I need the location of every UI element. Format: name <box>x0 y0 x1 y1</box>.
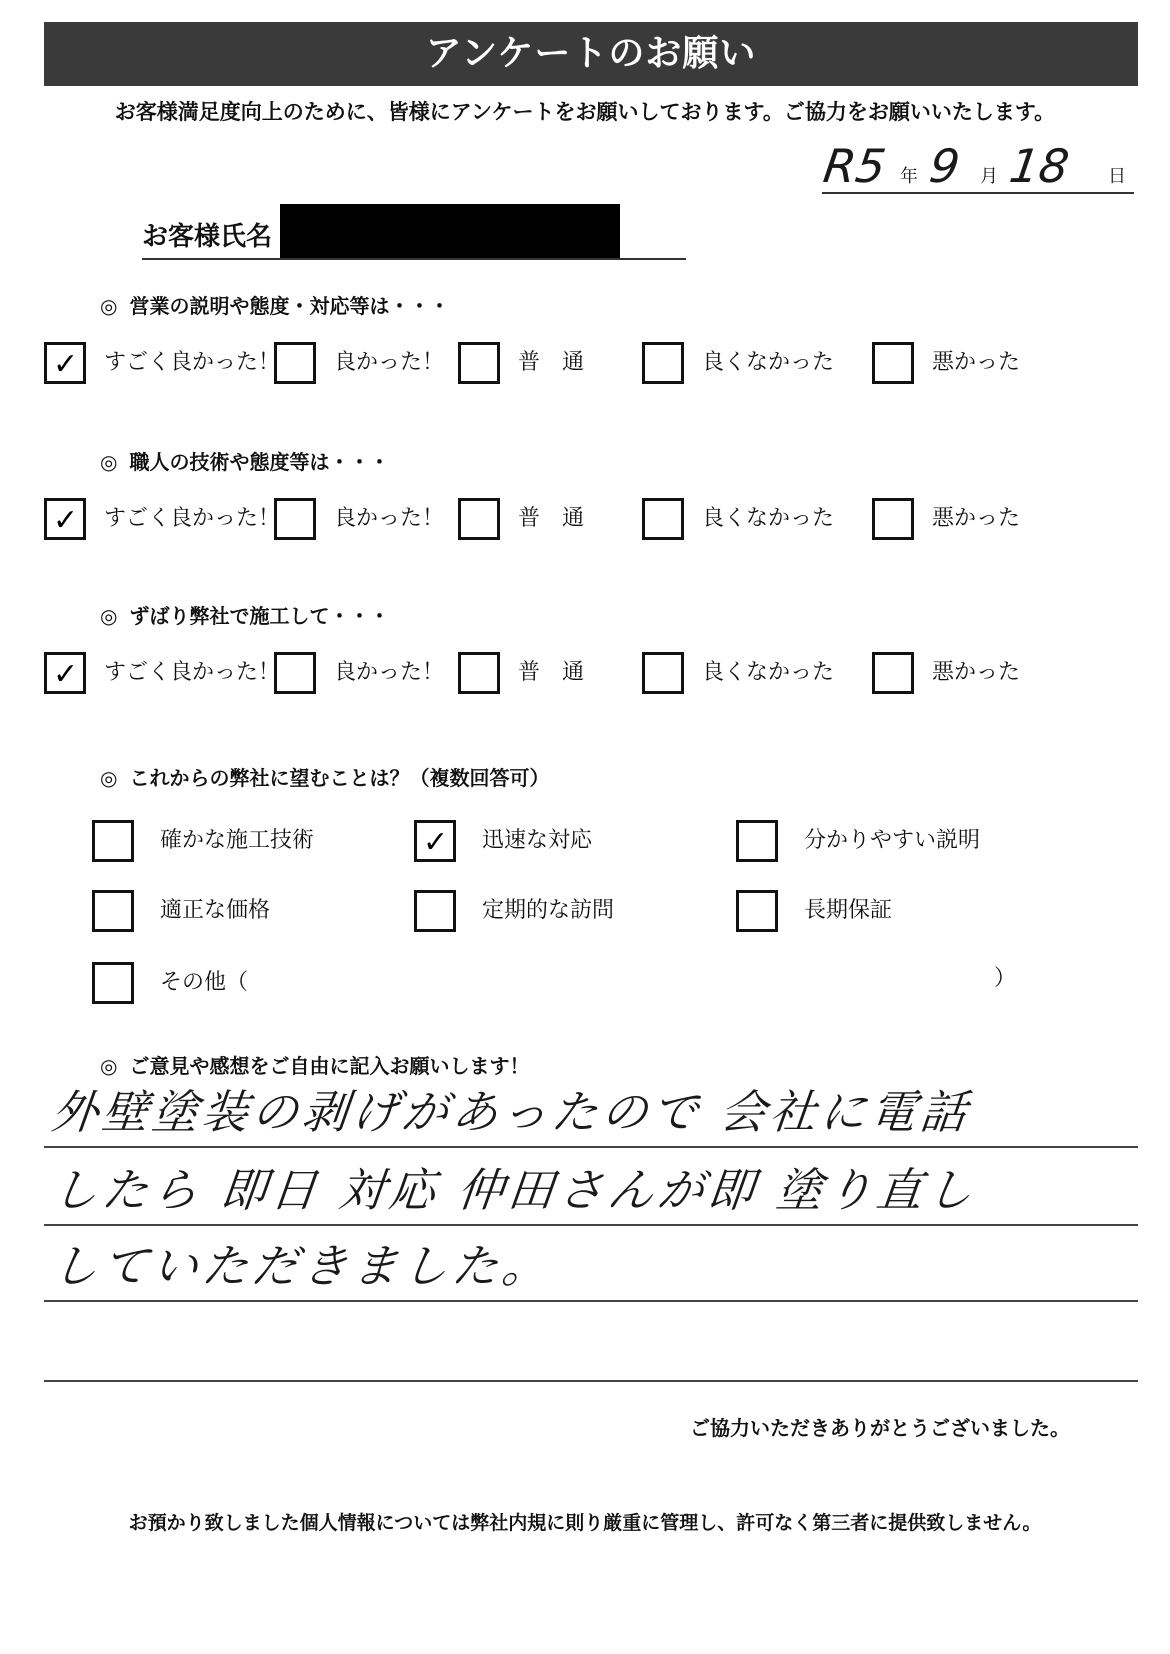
hope-option-label: 長期保証 <box>804 898 893 923</box>
question-text: 営業の説明や態度・対応等は・・・ <box>129 294 450 318</box>
comment-ruled-line <box>44 1224 1138 1226</box>
rating-option-label: すごく良かった！ <box>104 660 281 685</box>
rating-option-label: 良かった！ <box>334 350 445 375</box>
rating-option-label: 普 通 <box>518 350 585 375</box>
hope-checkbox[interactable] <box>92 890 134 932</box>
thanks-text: ご協力いただきありがとうございました。 <box>690 1416 1070 1440</box>
rating-checkbox[interactable] <box>44 652 86 694</box>
hope-option-label: 迅速な対応 <box>482 828 593 853</box>
hope-option-label: 確かな施工技術 <box>160 828 315 853</box>
question-mark: ◎ <box>100 450 118 474</box>
date-month: 9 <box>926 139 964 193</box>
privacy-notice: お預かり致しました個人情報については弊社内規に則り厳重に管理し、許可なく第三者に提供致しません。 <box>128 1512 1042 1534</box>
date-era-year: R5 <box>820 139 890 193</box>
rating-checkbox[interactable] <box>44 342 86 384</box>
question-text: 職人の技術や態度等は・・・ <box>129 450 390 474</box>
hopes-heading <box>100 762 549 791</box>
hope-checkbox[interactable] <box>92 820 134 862</box>
question-mark: ◎ <box>100 604 118 628</box>
rating-option-label: 良くなかった <box>702 506 835 531</box>
rating-option-label: 良くなかった <box>702 350 835 375</box>
customer-name-underline <box>142 258 686 260</box>
hope-option-label: 分かりやすい説明 <box>804 828 981 853</box>
hope-checkbox[interactable] <box>414 890 456 932</box>
question-mark: ◎ <box>100 294 118 318</box>
rating-checkbox[interactable] <box>872 342 914 384</box>
rating-checkbox[interactable] <box>872 498 914 540</box>
hope-checkbox[interactable] <box>736 890 778 932</box>
rating-checkbox[interactable] <box>458 498 500 540</box>
rating-checkbox[interactable] <box>458 342 500 384</box>
question-heading <box>100 446 389 475</box>
comment-ruled-line <box>44 1300 1138 1302</box>
question-text: ずばり弊社で施工して・・・ <box>129 604 390 628</box>
question-heading <box>100 290 449 319</box>
rating-option-label: 普 通 <box>518 660 585 685</box>
comment-line-text: していただきました。 <box>49 1239 555 1293</box>
rating-option-label: 悪かった <box>932 506 1021 531</box>
option-label-other: その他（ <box>160 970 249 995</box>
comment-ruled-line <box>44 1146 1138 1148</box>
date-year-unit: 年 <box>900 166 918 187</box>
check-mark-icon: ✓ <box>423 825 449 860</box>
date-month-unit: 月 <box>980 166 998 187</box>
rating-option-label: 良くなかった <box>702 660 835 685</box>
customer-name-label: お客様氏名 <box>142 222 273 252</box>
hope-checkbox[interactable] <box>736 820 778 862</box>
hope-option-label: 適正な価格 <box>160 898 271 923</box>
hopes-heading-text: これからの弊社に望むことは？（複数回答可） <box>129 766 550 790</box>
rating-option-label: 悪かった <box>932 350 1021 375</box>
rating-option-label: すごく良かった！ <box>104 506 281 531</box>
rating-option-label: 良かった！ <box>334 506 445 531</box>
comments-mark: ◎ <box>100 1054 118 1078</box>
rating-checkbox[interactable] <box>872 652 914 694</box>
other-close-paren: ） <box>994 966 1017 991</box>
hope-option-label: 定期的な訪問 <box>482 898 615 923</box>
rating-checkbox[interactable] <box>642 652 684 694</box>
intro-text: お客様満足度向上のために、皆様にアンケートをお願いしております。ご協力をお願いいたします。 <box>114 100 1056 124</box>
date-day-unit: 日 <box>1108 166 1126 187</box>
rating-option-label: すごく良かった！ <box>104 350 281 375</box>
date-day: 18 <box>1006 139 1073 193</box>
check-mark-icon: ✓ <box>53 657 79 692</box>
rating-checkbox[interactable] <box>274 342 316 384</box>
comments-heading-text: ご意見や感想をご自由に記入お願いします！ <box>129 1054 530 1078</box>
hope-checkbox[interactable] <box>414 820 456 862</box>
page-title: アンケートのお願い <box>44 22 1138 86</box>
comment-line-text: したら 即日 対応 仲田さんが即 塗り直し <box>49 1163 980 1217</box>
comment-line-text: 外壁塗装の剥げがあったので 会社に電話 <box>49 1085 974 1139</box>
rating-checkbox[interactable] <box>274 498 316 540</box>
rating-option-label: 普 通 <box>518 506 585 531</box>
rating-option-label: 良かった！ <box>334 660 445 685</box>
hopes-mark: ◎ <box>100 766 118 790</box>
rating-checkbox[interactable] <box>642 498 684 540</box>
check-mark-icon: ✓ <box>53 347 79 382</box>
question-heading <box>100 600 389 629</box>
checkbox-other[interactable] <box>92 962 134 1004</box>
comments-heading <box>100 1050 529 1079</box>
customer-name-redacted <box>280 204 620 260</box>
check-mark-icon: ✓ <box>53 503 79 538</box>
comment-ruled-line <box>44 1380 1138 1382</box>
rating-checkbox[interactable] <box>458 652 500 694</box>
date-field[interactable] <box>822 140 1134 194</box>
rating-checkbox[interactable] <box>44 498 86 540</box>
rating-option-label: 悪かった <box>932 660 1021 685</box>
rating-checkbox[interactable] <box>642 342 684 384</box>
rating-checkbox[interactable] <box>274 652 316 694</box>
